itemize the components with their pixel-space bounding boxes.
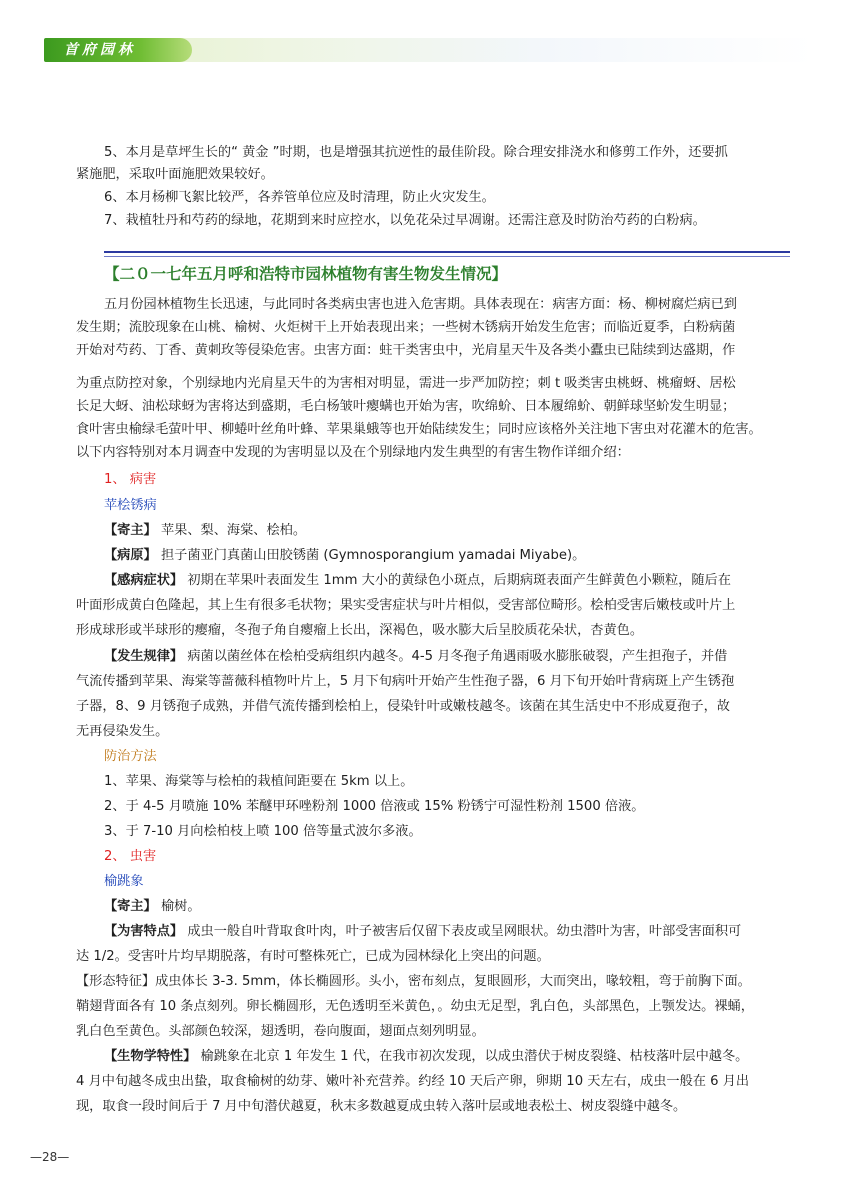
intro-line: 7、栽植牡丹和芍药的绿地，花期到来时应控水，以免花朵过早凋谢。还需注意及时防治芍药的白粉病。 — [104, 213, 706, 228]
pathogen-text: 担子菌亚门真菌山田胶锈菌 (Gymnosporangium yamadai Miyabe)。 — [160, 548, 586, 563]
control-item: 3、于 7-10 月向桧柏枝上喷 100 倍等量式波尔多液。 — [104, 824, 422, 839]
bio-line: 4 月中旬越冬成虫出蛰，取食榆树的幼芽、嫩叶补充营养。约经 10 天后产卵，卵期 10 天左右，成虫一般在 6 月出 — [76, 1074, 750, 1089]
disease-name: 苹桧锈病 — [104, 498, 157, 513]
symptom-line: 形成球形或半球形的瘿瘤，冬孢子角自瘿瘤上长出，深褐色，吸水膨大后呈胶质花朵状，杏黄色。 — [76, 623, 644, 638]
control-heading: 防治方法 — [104, 749, 157, 764]
intro-line: 5、本月是草坪生长的“ 黄金 ”时期，也是增强其抗逆性的最佳阶段。除合理安排浇水和修剪工作外，还要抓 — [104, 145, 728, 160]
harm-line: 达 1/2。受害叶片均早期脱落，有时可整株死亡，已成为园林绿化上突出的问题。 — [76, 949, 550, 964]
pest-harm — [104, 923, 741, 941]
symptom-text: 初期在苹果叶表面发生 1mm 大小的黄绿色小斑点，后期病斑表面产生鲜黄色小颗粒，随后在 — [187, 573, 731, 588]
host-text: 苹果、梨、海棠、桧柏。 — [160, 523, 307, 538]
pest-bio — [104, 1048, 748, 1066]
disease-host — [104, 522, 306, 540]
symptom-label: 【感病症状】 — [104, 573, 184, 588]
page-number: —28— — [30, 1150, 70, 1164]
pathogen-label: 【病原】 — [104, 548, 157, 563]
form-label: 【形态特征】 — [76, 974, 156, 989]
section-divider — [104, 251, 790, 253]
host-label: 【寄主】 — [104, 899, 157, 914]
paragraph-line: 以下内容特别对本月调查中发现的为害明显以及在个别绿地内发生典型的有害生物作详细介绍： — [76, 445, 630, 460]
paragraph-line: 为重点防控对象，个别绿地内光肩星天牛的为害相对明显，需进一步严加防控；刺 t 吸类害虫桃蚜、桃瘤蚜、居松 — [76, 376, 736, 391]
disease-heading: 1、 病害 — [104, 472, 157, 487]
intro-line: 紧施肥，采取叶面施肥效果较好。 — [76, 167, 274, 182]
symptom-line: 叶面形成黄白色隆起，其上生有很多毛状物；果实受害症状与叶片相似，受害部位畸形。桧柏受害后嫩枝或叶片上 — [76, 598, 736, 613]
header-title: 首府园林 — [64, 42, 136, 58]
harm-text: 成虫一般自叶背取食叶肉，叶子被害后仅留下表皮或呈网眼状。幼虫潜叶为害，叶部受害面积可 — [187, 924, 742, 939]
bio-line: 现，取食一段时间后于 7 月中旬潜伏越夏，秋末多数越夏成虫转入落叶层或地表松土、树皮裂缝中越冬。 — [76, 1099, 687, 1114]
pest-host — [104, 898, 201, 916]
bio-text: 榆跳象在北京 1 年发生 1 代，在我市初次发现，以成虫潜伏于树皮裂缝、枯枝落叶层中越冬。 — [200, 1049, 749, 1064]
pest-form — [76, 973, 751, 991]
paragraph-line: 五月份园林植物生长迅速，与此同时各类病虫害也进入危害期。具体表现在：病害方面：杨、柳树腐烂病已到 — [104, 297, 737, 312]
rule-text: 病菌以菌丝体在桧柏受病组织内越冬。4-5 月冬孢子角遇雨吸水膨胀破裂，产生担孢子，并借 — [187, 649, 728, 664]
rule-line: 子器，8、9 月锈孢子成熟，并借气流传播到桧柏上，侵染针叶或嫩枝越冬。该菌在其生活史中不形成夏孢子，故 — [76, 699, 730, 714]
rule-label: 【发生规律】 — [104, 649, 184, 664]
disease-pathogen — [104, 547, 585, 565]
paragraph-line: 发生期；流胶现象在山桃、榆树、火炬树干上开始表现出来；一些树木锈病开始发生危害；而临近夏季，白粉病菌 — [76, 320, 736, 335]
host-label: 【寄主】 — [104, 523, 157, 538]
form-text: 成虫体长 3-3. 5mm，体长椭圆形。头小，密布刻点，复眼圆形，大而突出，喙较粗，弯于前胸下面。 — [155, 974, 751, 989]
rule-line: 气流传播到苹果、海棠等蔷薇科植物叶片上，5 月下旬病叶开始产生性孢子器，6 月下旬开始叶背病斑上产生锈孢 — [76, 674, 735, 689]
disease-symptom — [104, 572, 731, 590]
rule-line: 无再侵染发生。 — [76, 724, 169, 739]
section-title: 【二０一七年五月呼和浩特市园林植物有害生物发生情况】 — [104, 265, 508, 283]
paragraph-line: 长足大蚜、油松球蚜为害将达到盛期，毛白杨皱叶瘿螨也开始为害，吹绵蚧、日本履绵蚧、朝鲜球坚蚧发生明显； — [76, 399, 736, 414]
disease-rule — [104, 648, 727, 666]
bio-label: 【生物学特性】 — [104, 1049, 197, 1064]
form-line: 乳白色至黄色。头部颜色较深，翅透明，卷向腹面，翅面点刻列明显。 — [76, 1024, 485, 1039]
form-line: 鞘翅背面各有 10 条点刻列。卵长椭圆形，无色透明至米黄色，。幼虫无足型，乳白色，头部黑色，上颚发达。裸蛹， — [76, 999, 754, 1014]
pest-heading: 2、 虫害 — [104, 849, 157, 864]
control-item: 1、苹果、海棠等与桧柏的栽植间距要在 5km 以上。 — [104, 774, 414, 789]
host-text: 榆树。 — [160, 899, 201, 914]
harm-label: 【为害特点】 — [104, 924, 184, 939]
paragraph-line: 开始对芍药、丁香、黄刺玫等侵染危害。虫害方面：蛀干类害虫中，光肩星天牛及各类小蠹虫已陆续到达盛期，作 — [76, 343, 736, 358]
paragraph-line: 食叶害虫榆绿毛萤叶甲、柳蜷叶丝角叶蜂、苹果巢蛾等也开始陆续发生；同时应该格外关注地下害虫对花灌木的危害。 — [76, 422, 762, 437]
pest-name: 榆跳象 — [104, 874, 144, 889]
intro-line: 6、本月杨柳飞絮比较严，各养管单位应及时清理，防止火灾发生。 — [104, 190, 495, 205]
control-item: 2、于 4-5 月喷施 10% 苯醚甲环唑粉剂 1000 倍液或 15% 粉锈宁可湿性粉剂 1500 倍液。 — [104, 799, 645, 814]
section-divider-thin — [104, 256, 790, 257]
